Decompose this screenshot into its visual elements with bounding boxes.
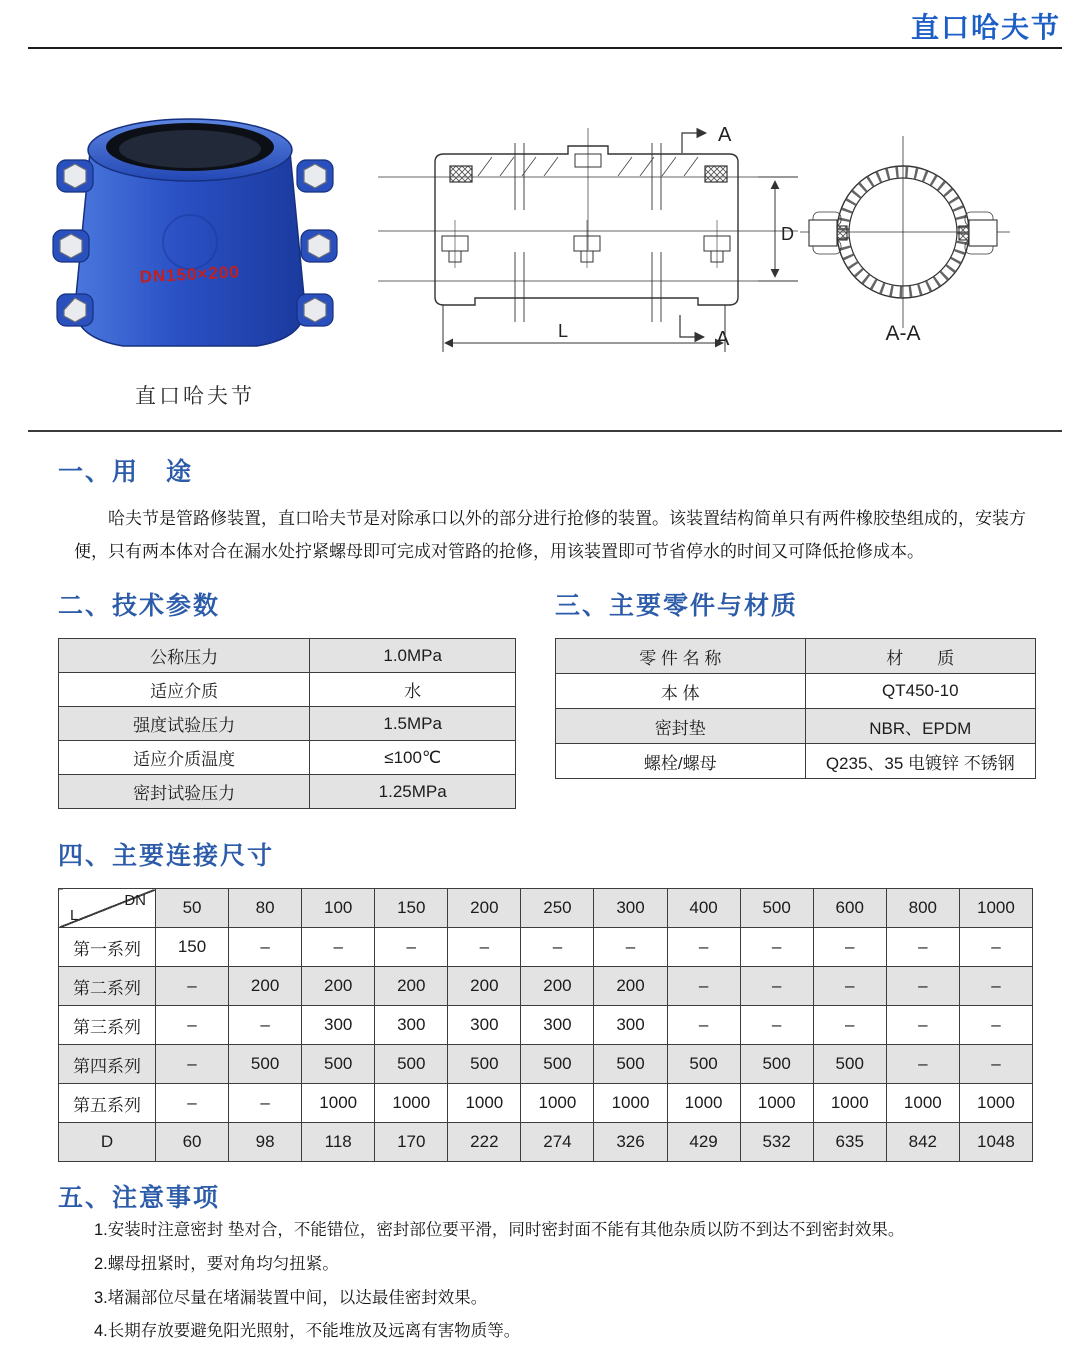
dim-cell: –: [813, 928, 886, 967]
dim-cell: 500: [813, 1045, 886, 1084]
dim-corner-l: L: [70, 907, 79, 924]
dim-cell: 300: [448, 1006, 521, 1045]
dim-row: [59, 1006, 1033, 1045]
dim-cell: 1000: [448, 1084, 521, 1123]
dim-cell: –: [886, 1045, 959, 1084]
product-photo: [45, 112, 345, 370]
dim-cell: –: [740, 928, 813, 967]
dim-dn-header-cell: 200: [448, 889, 521, 928]
dim-cell: 500: [667, 1045, 740, 1084]
dim-cell: –: [813, 1006, 886, 1045]
dim-cell: –: [886, 1006, 959, 1045]
materials-part: 螺栓/螺母: [556, 744, 806, 779]
dim-cell: –: [448, 928, 521, 967]
materials-heading: 三、主要零件与材质: [555, 592, 799, 620]
notes-heading: 五、注意事项: [58, 1184, 221, 1212]
dim-dn-header-cell: 50: [156, 889, 229, 928]
media-row: [0, 100, 1089, 430]
dim-cell: 1000: [375, 1084, 448, 1123]
materials-row: [556, 674, 1036, 709]
tech-param-name: 强度试验压力: [59, 707, 310, 741]
dim-cell: –: [229, 1006, 302, 1045]
section-tech-params: [58, 586, 516, 809]
dim-cell: 1000: [813, 1084, 886, 1123]
dim-cell: –: [156, 1006, 229, 1045]
technical-drawing-aa: [795, 128, 1055, 363]
materials-header-row: [556, 639, 1036, 674]
dim-cell: –: [959, 1006, 1032, 1045]
dim-cell: –: [959, 928, 1032, 967]
tech-params-body: [59, 639, 516, 809]
header-rule: [28, 47, 1062, 49]
right-bolts: [297, 160, 337, 326]
dim-row: [59, 928, 1033, 967]
dim-dn-header-cell: 500: [740, 889, 813, 928]
dim-cell: 500: [302, 1045, 375, 1084]
dim-cell: –: [886, 928, 959, 967]
dim-cell: 60: [156, 1123, 229, 1162]
dim-cell: –: [156, 1045, 229, 1084]
dim-cell: –: [229, 1084, 302, 1123]
dim-dn-header-cell: 1000: [959, 889, 1032, 928]
tech-param-value: 水: [310, 673, 516, 707]
dim-cell: 200: [521, 967, 594, 1006]
dim-row-label: 第一系列: [59, 928, 156, 967]
dim-cell: 200: [229, 967, 302, 1006]
dimensions-heading: 四、主要连接尺寸: [58, 842, 275, 870]
materials-row: [556, 744, 1036, 779]
dim-cell: 1000: [302, 1084, 375, 1123]
dim-cell: 1000: [959, 1084, 1032, 1123]
tech-params-heading: 二、技术参数: [58, 592, 221, 620]
dim-cell: 200: [594, 967, 667, 1006]
section-materials: [555, 586, 1036, 779]
seal-right: [705, 166, 727, 182]
note-item: 2.螺母扭紧时，要对角均匀扭紧。: [94, 1254, 339, 1273]
dim-row-label: 第二系列: [59, 967, 156, 1006]
dim-row: [59, 1123, 1033, 1162]
aa-view-label: A-A: [885, 322, 921, 345]
section-marker-bottom: [680, 315, 704, 337]
tech-param-row: [59, 707, 516, 741]
dim-cell: 200: [448, 967, 521, 1006]
tech-param-name: 公称压力: [59, 639, 310, 673]
dim-corner-dn: DN: [124, 892, 146, 909]
dim-cell: 150: [156, 928, 229, 967]
materials-material: Q235、35 电镀锌 不锈钢: [805, 744, 1035, 779]
dim-cell: –: [375, 928, 448, 967]
dim-cell: –: [740, 967, 813, 1006]
dim-dn-header-cell: 400: [667, 889, 740, 928]
product-caption: 直口哈夫节: [135, 385, 255, 408]
dim-cell: 200: [302, 967, 375, 1006]
length-label: L: [558, 321, 569, 341]
dim-cell: 170: [375, 1123, 448, 1162]
section-dimensions: [58, 836, 1033, 1162]
product-model-label: DN150×200: [139, 262, 241, 287]
dim-cell: –: [156, 967, 229, 1006]
dim-dn-header-cell: 300: [594, 889, 667, 928]
tech-param-row: [59, 741, 516, 775]
length-dimension: [443, 305, 725, 352]
tech-param-name: 密封试验压力: [59, 775, 310, 809]
dim-row-label: 第三系列: [59, 1006, 156, 1045]
dim-cell: –: [959, 1045, 1032, 1084]
aa-right-bolt: [959, 212, 997, 254]
dim-cell: –: [156, 1084, 229, 1123]
dim-cell: 1000: [886, 1084, 959, 1123]
materials-table: [555, 638, 1036, 779]
clamp-rubber: [119, 130, 261, 168]
dim-row: [59, 1045, 1033, 1084]
dim-table-body: [59, 889, 1033, 1162]
materials-part: 密封垫: [556, 709, 806, 744]
note-item: 4.长期存放要避免阳光照射，不能堆放及远离有害物质等。: [94, 1322, 521, 1341]
dim-corner-cell: [59, 889, 156, 928]
dim-dn-header-cell: 600: [813, 889, 886, 928]
note-item: 3.堵漏部位尽量在堵漏装置中间，以达最佳密封效果。: [94, 1288, 488, 1307]
dim-cell: 842: [886, 1123, 959, 1162]
section-marker-top-label: A: [718, 124, 732, 146]
materials-col-header-material: 材 质: [805, 639, 1035, 674]
dim-dn-header-cell: 800: [886, 889, 959, 928]
tech-param-value: ≤100℃: [310, 741, 516, 775]
aa-left-bolt: [809, 212, 847, 254]
tech-param-name: 适应介质: [59, 673, 310, 707]
dim-cell: –: [886, 967, 959, 1006]
dim-cell: 500: [375, 1045, 448, 1084]
dim-cell: –: [667, 1006, 740, 1045]
dim-cell: 1000: [594, 1084, 667, 1123]
dim-cell: 326: [594, 1123, 667, 1162]
section-divider: [28, 430, 1062, 432]
dim-cell: 500: [229, 1045, 302, 1084]
tech-param-row: [59, 775, 516, 809]
dim-cell: 429: [667, 1123, 740, 1162]
dim-cell: –: [667, 928, 740, 967]
dim-dn-header-cell: 150: [375, 889, 448, 928]
technical-drawing-side: [378, 100, 808, 380]
dim-cell: 222: [448, 1123, 521, 1162]
dim-cell: –: [229, 928, 302, 967]
page-title: 直口哈夫节: [910, 12, 1061, 43]
dim-cell: 300: [302, 1006, 375, 1045]
dim-cell: 1000: [740, 1084, 813, 1123]
dim-cell: –: [740, 1006, 813, 1045]
dim-cell: 1000: [667, 1084, 740, 1123]
dim-cell: 635: [813, 1123, 886, 1162]
dim-cell: –: [521, 928, 594, 967]
usage-heading: 一、用 途: [58, 458, 194, 486]
note-item: 1.安装时注意密封 垫对合，不能错位，密封部位要平滑，同时密封面不能有其他杂质以防不到达不到密封效果。: [94, 1221, 905, 1239]
dim-cell: –: [302, 928, 375, 967]
dim-cell: –: [813, 967, 886, 1006]
section-marker-bottom-label: A: [716, 328, 730, 350]
usage-body: 哈夫节是管路修装置，直口哈夫节是对除承口以外的部分进行抢修的装置。该装置结构简单只有两件橡胶垫组成的，安装方便，只有两本体对合在漏水处拧紧螺母即可完成对管路的抢修，用该装置即可节省停水的时间又可降低抢修成本。: [74, 509, 1026, 562]
dim-cell: 500: [521, 1045, 594, 1084]
materials-part: 本 体: [556, 674, 806, 709]
middle-bolts: [442, 220, 730, 268]
dim-row-label: D: [59, 1123, 156, 1162]
tech-param-row: [59, 639, 516, 673]
dim-cell: 500: [594, 1045, 667, 1084]
tech-param-value: 1.25MPa: [310, 775, 516, 809]
tech-param-value: 1.0MPa: [310, 639, 516, 673]
dim-cell: –: [594, 928, 667, 967]
dim-cell: 200: [375, 967, 448, 1006]
dim-cell: 300: [375, 1006, 448, 1045]
dim-row-label: 第四系列: [59, 1045, 156, 1084]
dim-dn-header-cell: 80: [229, 889, 302, 928]
section-usage: [58, 452, 1053, 568]
dim-cell: –: [667, 967, 740, 1006]
section-notes: [58, 1178, 1053, 1349]
dimensions-table: [58, 888, 1033, 1162]
dim-cell: 300: [521, 1006, 594, 1045]
diameter-label: D: [781, 224, 794, 244]
dim-row: [59, 1084, 1033, 1123]
dim-cell: 1000: [521, 1084, 594, 1123]
seal-left: [450, 166, 472, 182]
product-photo-svg: [45, 112, 345, 370]
dim-cell: 98: [229, 1123, 302, 1162]
dim-cell: 532: [740, 1123, 813, 1162]
dim-cell: 118: [302, 1123, 375, 1162]
dim-cell: 500: [740, 1045, 813, 1084]
dim-cell: 300: [594, 1006, 667, 1045]
dim-row: [59, 967, 1033, 1006]
dim-cell: 1048: [959, 1123, 1032, 1162]
section-marker-top: [682, 133, 706, 153]
dim-dn-header-cell: 100: [302, 889, 375, 928]
materials-row: [556, 709, 1036, 744]
materials-material: QT450-10: [805, 674, 1035, 709]
dim-cell: –: [959, 967, 1032, 1006]
tech-param-value: 1.5MPa: [310, 707, 516, 741]
dim-cell: 500: [448, 1045, 521, 1084]
materials-material: NBR、EPDM: [805, 709, 1035, 744]
materials-col-header-part: 零 件 名 称: [556, 639, 806, 674]
dim-cell: 274: [521, 1123, 594, 1162]
materials-body: [556, 639, 1036, 779]
notes-list: [58, 1214, 1053, 1349]
dim-dn-header-cell: 250: [521, 889, 594, 928]
dim-row-label: 第五系列: [59, 1084, 156, 1123]
dim-header-row: [59, 889, 1033, 928]
tech-param-row: [59, 673, 516, 707]
left-bolts: [53, 160, 93, 326]
tech-param-name: 适应介质温度: [59, 741, 310, 775]
tech-params-table: [58, 638, 516, 809]
